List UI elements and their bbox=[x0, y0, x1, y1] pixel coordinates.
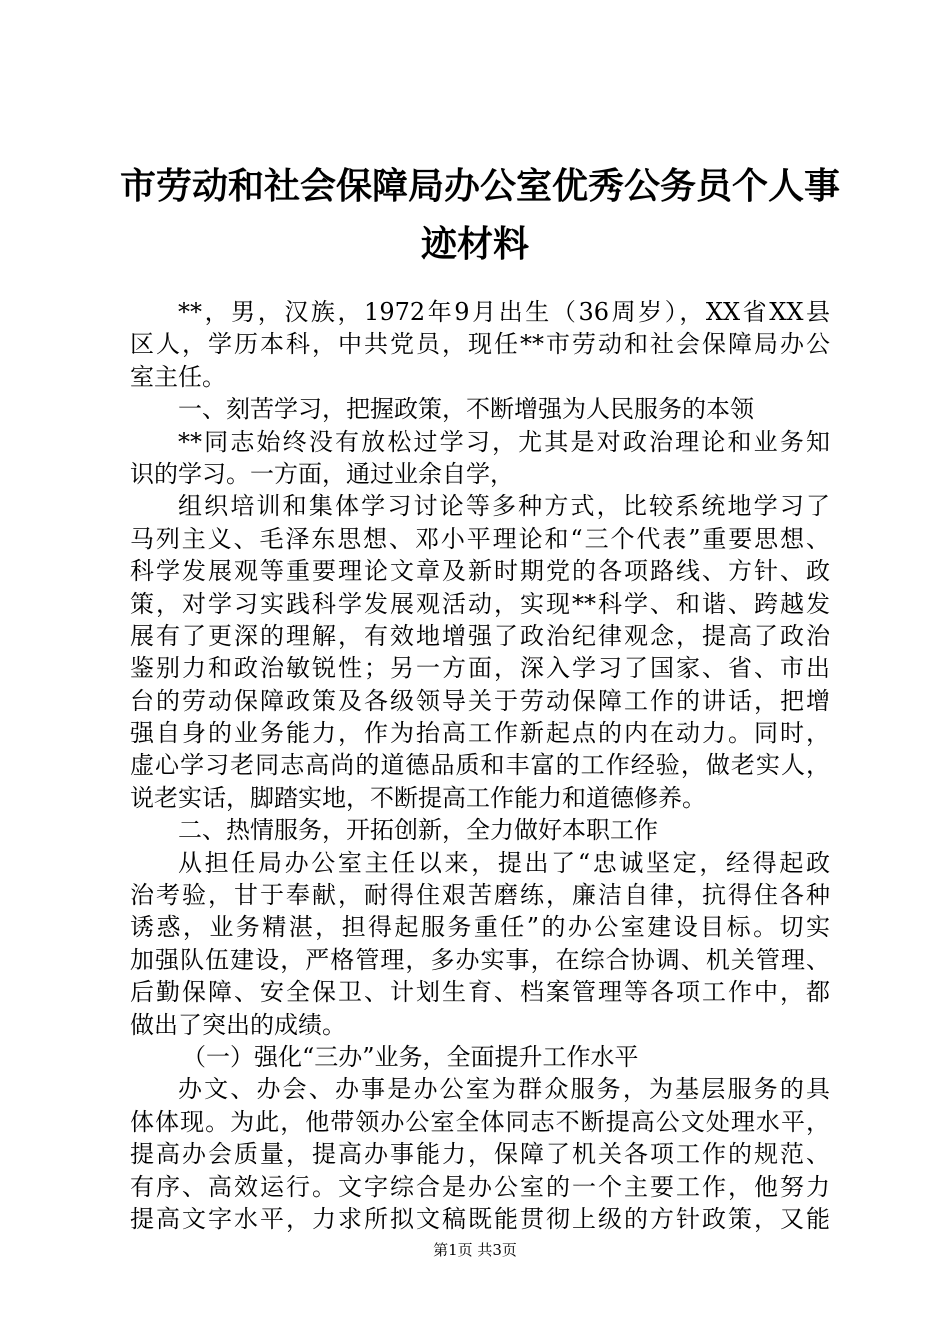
paragraph-line: 鉴别力和政治敏锐性；另一方面，深入学习了国家、省、市出 bbox=[130, 654, 830, 683]
document-title-line-2: 迹材料 bbox=[420, 223, 529, 265]
paragraph-line: 从担任局办公室主任以来，提出了“忠诚坚定，经得起政 bbox=[178, 848, 830, 877]
section-heading: 一、刻苦学习，把握政策，不断增强为人民服务的本领 bbox=[178, 395, 754, 424]
paragraph-line: 加强队伍建设，严格管理，多办实事，在综合协调、机关管理、 bbox=[130, 945, 830, 974]
paragraph-line: 提高办会质量，提高办事能力，保障了机关各项工作的规范、 bbox=[130, 1140, 830, 1169]
paragraph-line: 展有了更深的理解，有效地增强了政治纪律观念，提高了政治 bbox=[130, 621, 830, 650]
paragraph-line: 科学发展观等重要理论文章及新时期党的各项路线、方针、政 bbox=[130, 557, 830, 586]
paragraph-line: 台的劳动保障政策及各级领导关于劳动保障工作的讲话，把增 bbox=[130, 686, 830, 715]
document-body bbox=[130, 296, 830, 1235]
subsection-heading: （一）强化“三办”业务，全面提升工作水平 bbox=[182, 1042, 639, 1071]
paragraph-line: 办文、办会、办事是办公室为群众服务，为基层服务的具 bbox=[178, 1075, 830, 1104]
paragraph-line: 策，对学习实践科学发展观活动，实现**科学、和谐、跨越发 bbox=[130, 589, 830, 618]
page-number-footer: 第1页 共3页 bbox=[433, 1241, 517, 1259]
paragraph-line: 体体现。为此，他带领办公室全体同志不断提高公文处理水平， bbox=[130, 1107, 830, 1136]
paragraph-line: **，男，汉族，1972年9月出生（36周岁），XX省XX县 bbox=[178, 298, 830, 326]
paragraph-line: 马列主义、毛泽东思想、邓小平理论和“三个代表”重要思想、 bbox=[130, 524, 830, 553]
paragraph-line: 有序、高效运行。文字综合是办公室的一个主要工作，他努力 bbox=[130, 1172, 830, 1201]
paragraph-line: 虚心学习老同志高尚的道德品质和丰富的工作经验，做老实人， bbox=[130, 751, 830, 780]
paragraph-line: 识的学习。一方面，通过业余自学， bbox=[130, 459, 514, 488]
paragraph-line: 提高文字水平，力求所拟文稿既能贯彻上级的方针政策，又能 bbox=[130, 1204, 830, 1233]
paragraph-line: 说老实话，脚踏实地，不断提高工作能力和道德修养。 bbox=[130, 783, 706, 812]
paragraph-line: **同志始终没有放松过学习，尤其是对政治理论和业务知 bbox=[178, 427, 830, 456]
paragraph-line: 组织培训和集体学习讨论等多种方式，比较系统地学习了 bbox=[178, 492, 830, 521]
paragraph-line: 室主任。 bbox=[130, 362, 226, 391]
paragraph-line: 后勤保障、安全保卫、计划生育、档案管理等各项工作中，都 bbox=[130, 978, 830, 1007]
paragraph-line: 治考验，甘于奉献，耐得住艰苦磨练，廉洁自律，抗得住各种 bbox=[130, 881, 830, 910]
paragraph-line: 区人，学历本科，中共党员，现任**市劳动和社会保障局办公 bbox=[130, 330, 830, 359]
paragraph-line: 强自身的业务能力，作为抬高工作新起点的内在动力。同时， bbox=[130, 719, 830, 748]
paragraph-line: 诱惑，业务精湛，担得起服务重任”的办公室建设目标。切实 bbox=[130, 913, 830, 942]
section-heading: 二、热情服务，开拓创新，全力做好本职工作 bbox=[178, 816, 658, 845]
document-title-line-1: 市劳动和社会保障局办公室优秀公务员个人事 bbox=[120, 165, 841, 207]
paragraph-line: 做出了突出的成绩。 bbox=[130, 1010, 346, 1039]
